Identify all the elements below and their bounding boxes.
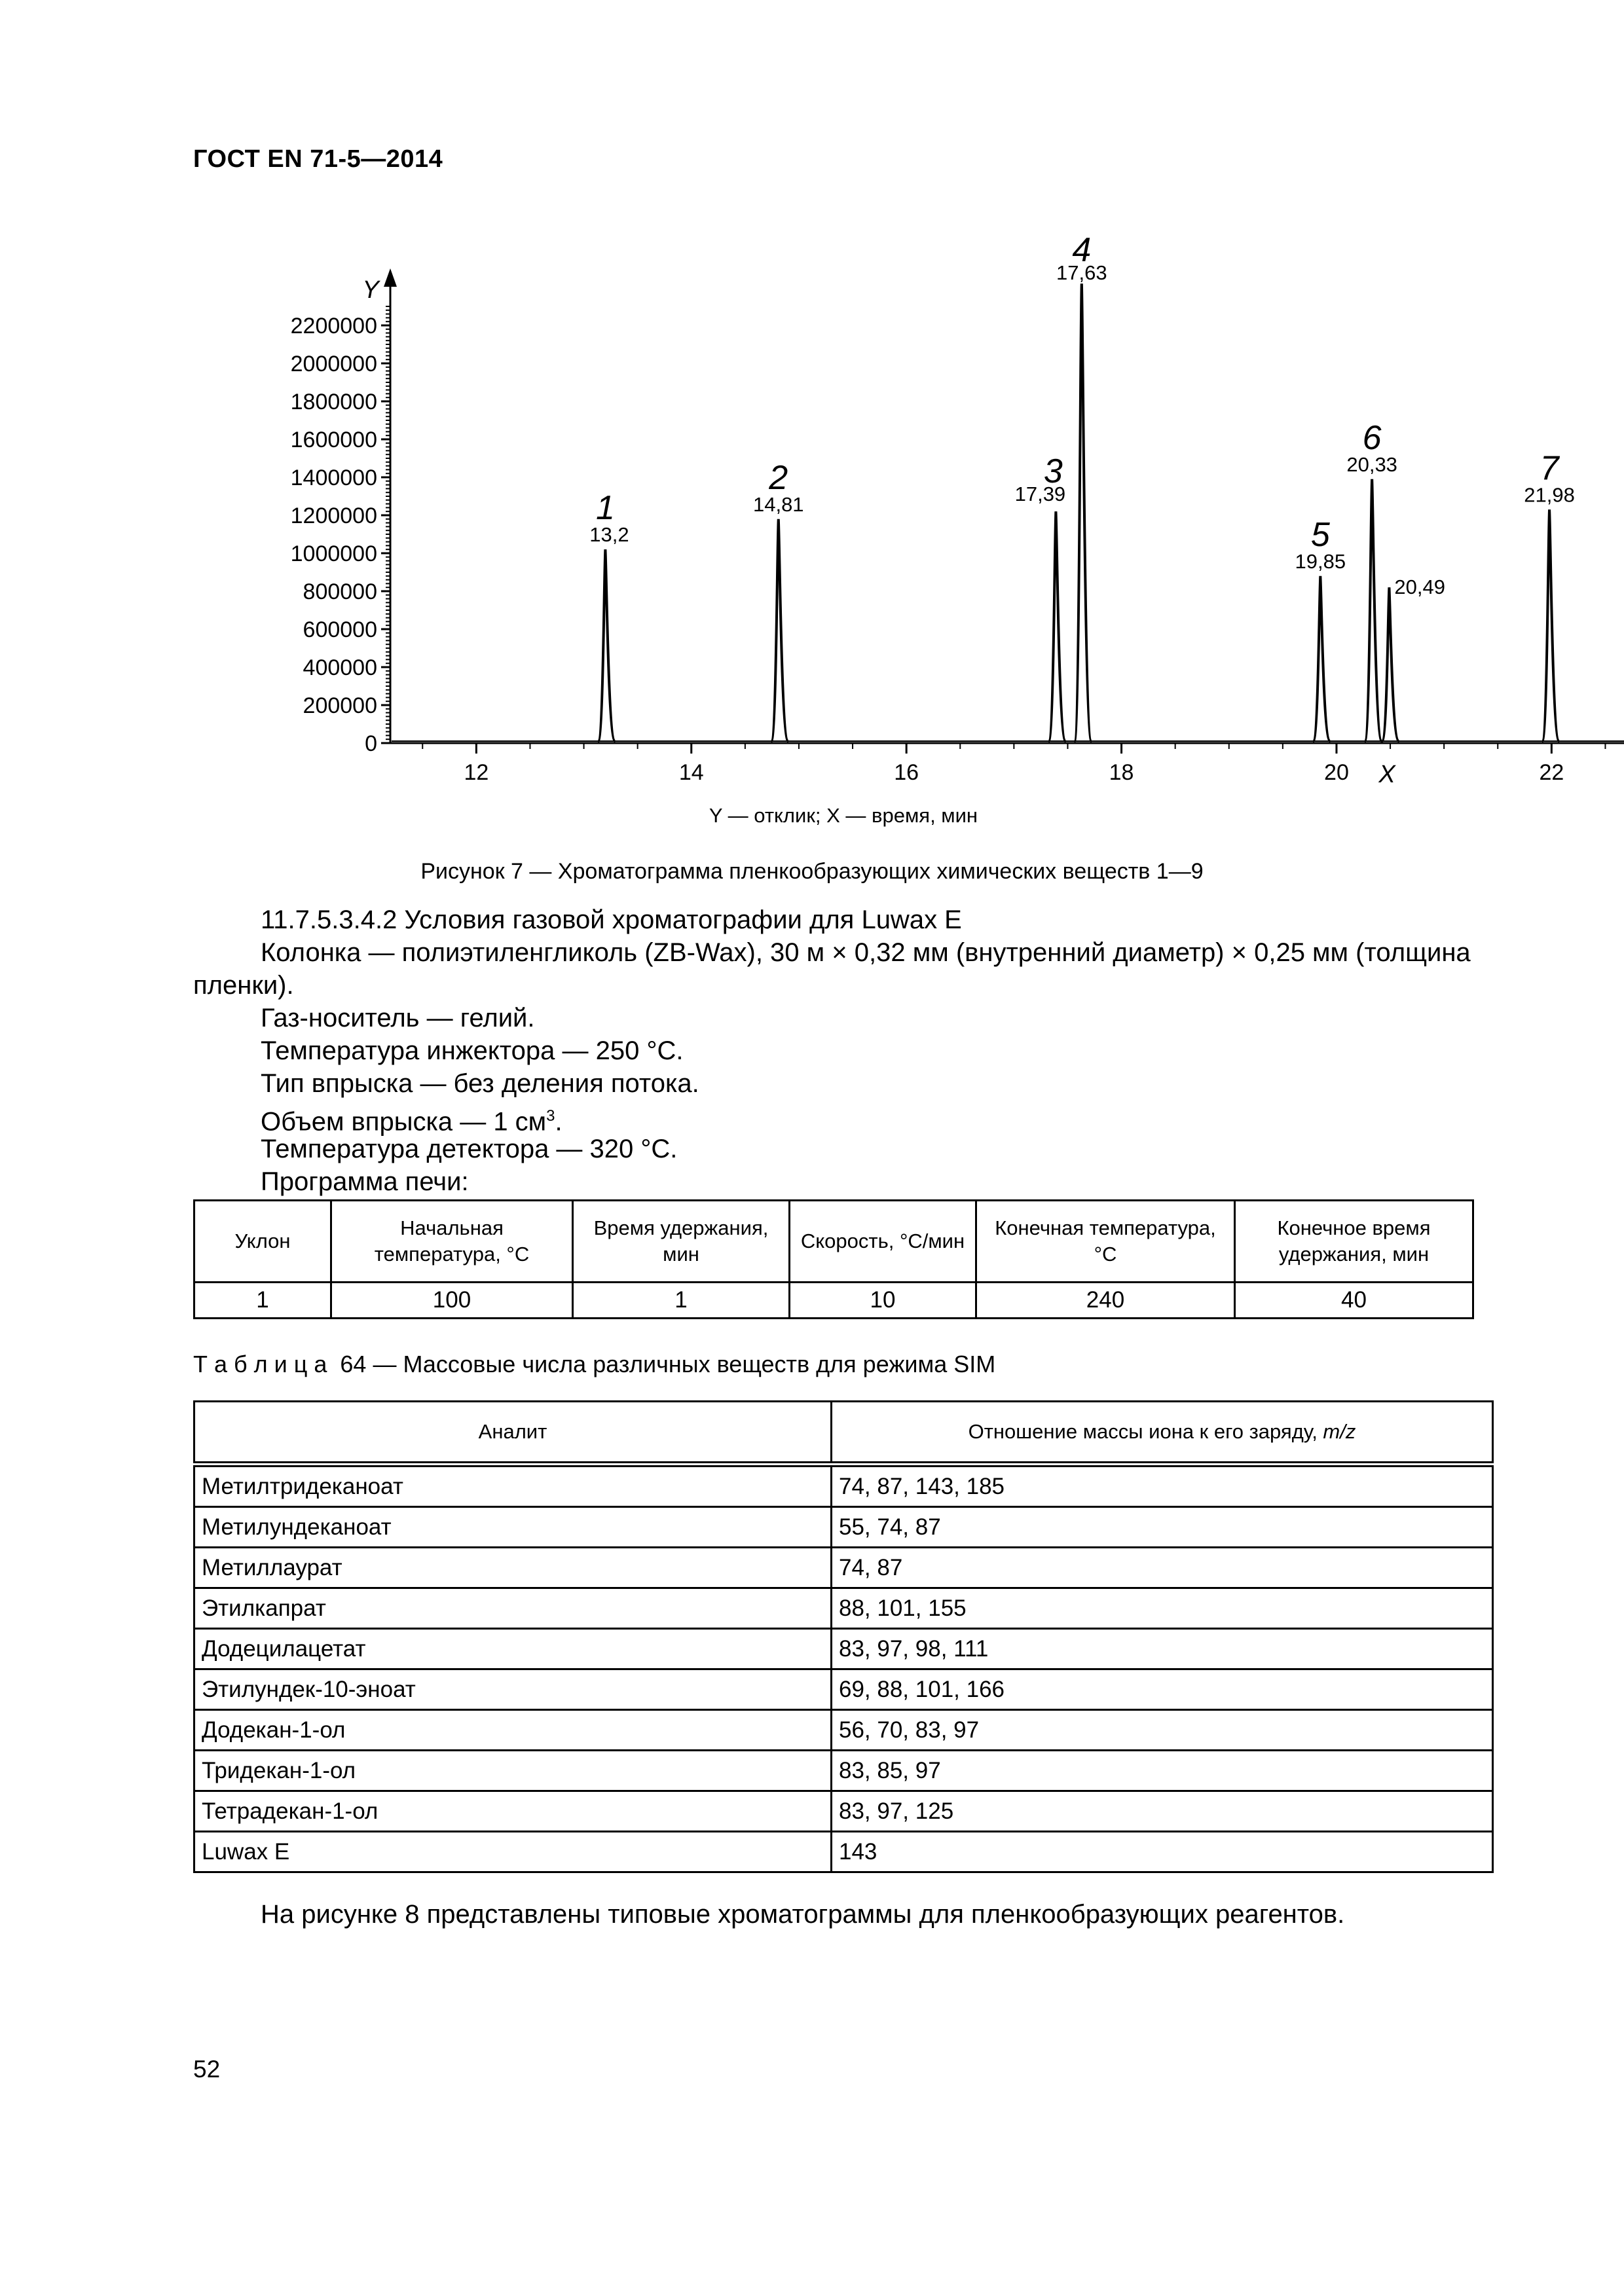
oven-cell-ramp: 1 <box>194 1283 331 1319</box>
x-tick-label: 16 <box>894 760 919 785</box>
analyte-cell: Додецилацетат <box>194 1629 832 1669</box>
oven-header-rate: Скорость, °C/мин <box>790 1201 976 1283</box>
y-axis-arrow <box>384 268 397 287</box>
y-tick-label: 800000 <box>303 579 377 604</box>
mz-cell: 69, 88, 101, 166 <box>832 1669 1493 1710</box>
mz-cell: 83, 97, 125 <box>832 1791 1493 1832</box>
oven-table-row <box>194 1283 1473 1319</box>
chart-ticks <box>291 306 1624 785</box>
peak-number-label: 7 <box>1540 449 1559 488</box>
table-row <box>194 1669 1493 1710</box>
x-tick-label: 18 <box>1109 760 1134 785</box>
oven-header-ramp: Уклон <box>194 1201 331 1283</box>
y-tick-label: 400000 <box>303 655 377 680</box>
peak-2 <box>771 519 788 741</box>
table-row <box>194 1710 1493 1751</box>
x-tick-label: 22 <box>1539 760 1564 785</box>
table-row <box>194 1548 1493 1588</box>
mz-cell: 83, 85, 97 <box>832 1751 1493 1791</box>
mz-cell: 88, 101, 155 <box>832 1588 1493 1629</box>
peak-number-label: 3 <box>1043 452 1063 491</box>
oven-cell-final-hold-time: 40 <box>1235 1283 1473 1319</box>
injection-type: Тип впрыска — без деления потока. <box>261 1069 699 1098</box>
table-row <box>194 1507 1493 1548</box>
oven-header-final-temp: Конечная температура, °C <box>976 1201 1235 1283</box>
y-tick-label: 2000000 <box>290 352 377 376</box>
peak-1 <box>598 549 615 741</box>
chart-peak-labels <box>589 231 1624 598</box>
x-tick-label: 12 <box>464 760 489 785</box>
peak-shoulder <box>1382 587 1399 741</box>
sim-header-mz-text: Отношение массы иона к его заряду, <box>968 1420 1323 1443</box>
peak-5 <box>1313 576 1330 741</box>
mz-cell: 55, 74, 87 <box>832 1507 1493 1548</box>
oven-table-header-row <box>194 1201 1473 1283</box>
y-axis-name: Y <box>362 276 379 304</box>
y-tick-label: 600000 <box>303 617 377 642</box>
y-tick-label: 1000000 <box>290 541 377 566</box>
injection-volume-superscript: 3 <box>546 1107 555 1125</box>
x-axis-name: X <box>1378 761 1395 788</box>
sim-header-analyte: Аналит <box>194 1402 832 1465</box>
carrier-gas: Газ-носитель — гелий. <box>261 1004 535 1032</box>
oven-program-label: Программа печи: <box>261 1167 469 1196</box>
peak-time-label: 14,81 <box>752 492 804 516</box>
analyte-cell: Тридекан-1-ол <box>194 1751 832 1791</box>
chromatogram-chart <box>0 0 1624 845</box>
y-tick-label: 1400000 <box>290 465 377 490</box>
analyte-cell: Тетрадекан-1-ол <box>194 1791 832 1832</box>
table-row <box>194 1832 1493 1872</box>
mz-cell: 56, 70, 83, 97 <box>832 1710 1493 1751</box>
table-row <box>194 1588 1493 1629</box>
peak-number-label: 1 <box>595 489 615 528</box>
peak-time-label: 19,85 <box>1295 549 1346 573</box>
figure-caption: Рисунок 7 — Хроматограмма пленкообразующих химических веществ 1—9 <box>420 859 1204 884</box>
detector-temperature: Температура детектора — 320 °C. <box>261 1135 678 1163</box>
analyte-cell: Этилкапрат <box>194 1588 832 1629</box>
table-row <box>194 1629 1493 1669</box>
y-tick-label: 1600000 <box>290 428 377 452</box>
analyte-cell: Метилтридеканоат <box>194 1465 832 1507</box>
peak-number-label: 2 <box>769 458 788 497</box>
y-tick-label: 200000 <box>303 693 377 718</box>
injector-temperature: Температура инжектора — 250 °C. <box>261 1036 684 1065</box>
mz-cell: 83, 97, 98, 111 <box>832 1629 1493 1669</box>
column-description-line1: Колонка — полиэтиленгликоль (ZB-Wax), 30 м × 0,32 мм (внутренний диаметр) × 0,25 мм (толщина <box>261 938 1471 967</box>
column-description-line2: пленки). <box>193 971 294 1000</box>
y-tick-label: 0 <box>365 731 377 756</box>
oven-cell-initial-temp: 100 <box>331 1283 573 1319</box>
footer-paragraph: На рисунке 8 представлены типовые хроматограммы для пленкообразующих реагентов. <box>261 1900 1345 1929</box>
peak-time-label: 17,39 <box>1014 483 1066 506</box>
y-tick-label: 1800000 <box>290 390 377 414</box>
table-row <box>194 1791 1493 1832</box>
oven-cell-rate: 10 <box>790 1283 976 1319</box>
sim-table-header-row <box>194 1402 1493 1465</box>
chart-axis-legend: Y — отклик; X — время, мин <box>709 804 978 827</box>
peak-time-label: 21,98 <box>1524 483 1575 507</box>
oven-cell-hold-time: 1 <box>573 1283 790 1319</box>
sim-mass-table <box>193 1400 1494 1873</box>
peak-number-label: 5 <box>1310 515 1330 554</box>
analyte-cell: Додекан-1-ол <box>194 1710 832 1751</box>
peak-4 <box>1075 283 1092 741</box>
mz-cell: 143 <box>832 1832 1493 1872</box>
peak-time-label: 20,49 <box>1394 575 1445 599</box>
y-tick-label: 2200000 <box>290 314 377 338</box>
table-caption: Т а б л и ц а 64 — Массовые числа различных веществ для режима SIM <box>193 1351 996 1377</box>
conditions-heading: 11.7.5.3.4.2 Условия газовой хроматографии для Luwax E <box>261 905 962 934</box>
oven-cell-final-temp: 240 <box>976 1283 1235 1319</box>
table-row <box>194 1465 1493 1507</box>
oven-program-table <box>193 1199 1474 1319</box>
peak-number-label: 6 <box>1362 418 1382 457</box>
injection-volume-end: . <box>555 1107 563 1137</box>
mz-cell: 74, 87 <box>832 1548 1493 1588</box>
peak-6 <box>1365 479 1382 741</box>
y-tick-label: 1200000 <box>290 503 377 528</box>
analyte-cell: Luwax E <box>194 1832 832 1872</box>
oven-header-initial-temp: Начальная температура, °C <box>331 1201 573 1283</box>
peak-3 <box>1048 511 1065 741</box>
peak-time-label: 17,63 <box>1056 261 1107 285</box>
sim-header-mz-italic: m/z <box>1323 1420 1356 1443</box>
peak-time-label: 20,33 <box>1346 452 1397 476</box>
peak-time-label: 13,2 <box>589 523 629 547</box>
analyte-cell: Метиллаурат <box>194 1548 832 1588</box>
document-header: ГОСТ EN 71-5—2014 <box>193 145 443 173</box>
oven-header-final-hold-time: Конечное время удержания, мин <box>1235 1201 1473 1283</box>
chart-peaks <box>392 283 1624 741</box>
peak-number-label: 4 <box>1072 231 1092 270</box>
injection-volume-text: Объем впрыска — 1 см <box>261 1107 547 1137</box>
x-tick-label: 14 <box>678 760 704 785</box>
analyte-cell: Метилундеканоат <box>194 1507 832 1548</box>
peak-7 <box>1542 509 1559 741</box>
mz-cell: 74, 87, 143, 185 <box>832 1465 1493 1507</box>
page-number: 52 <box>193 2056 221 2083</box>
analyte-cell: Этилундек-10-эноат <box>194 1669 832 1710</box>
sim-header-mz <box>832 1402 1493 1465</box>
x-tick-label: 20 <box>1324 760 1349 785</box>
table-row <box>194 1751 1493 1791</box>
chart-axes <box>384 268 1624 750</box>
oven-header-hold-time: Время удержания, мин <box>573 1201 790 1283</box>
